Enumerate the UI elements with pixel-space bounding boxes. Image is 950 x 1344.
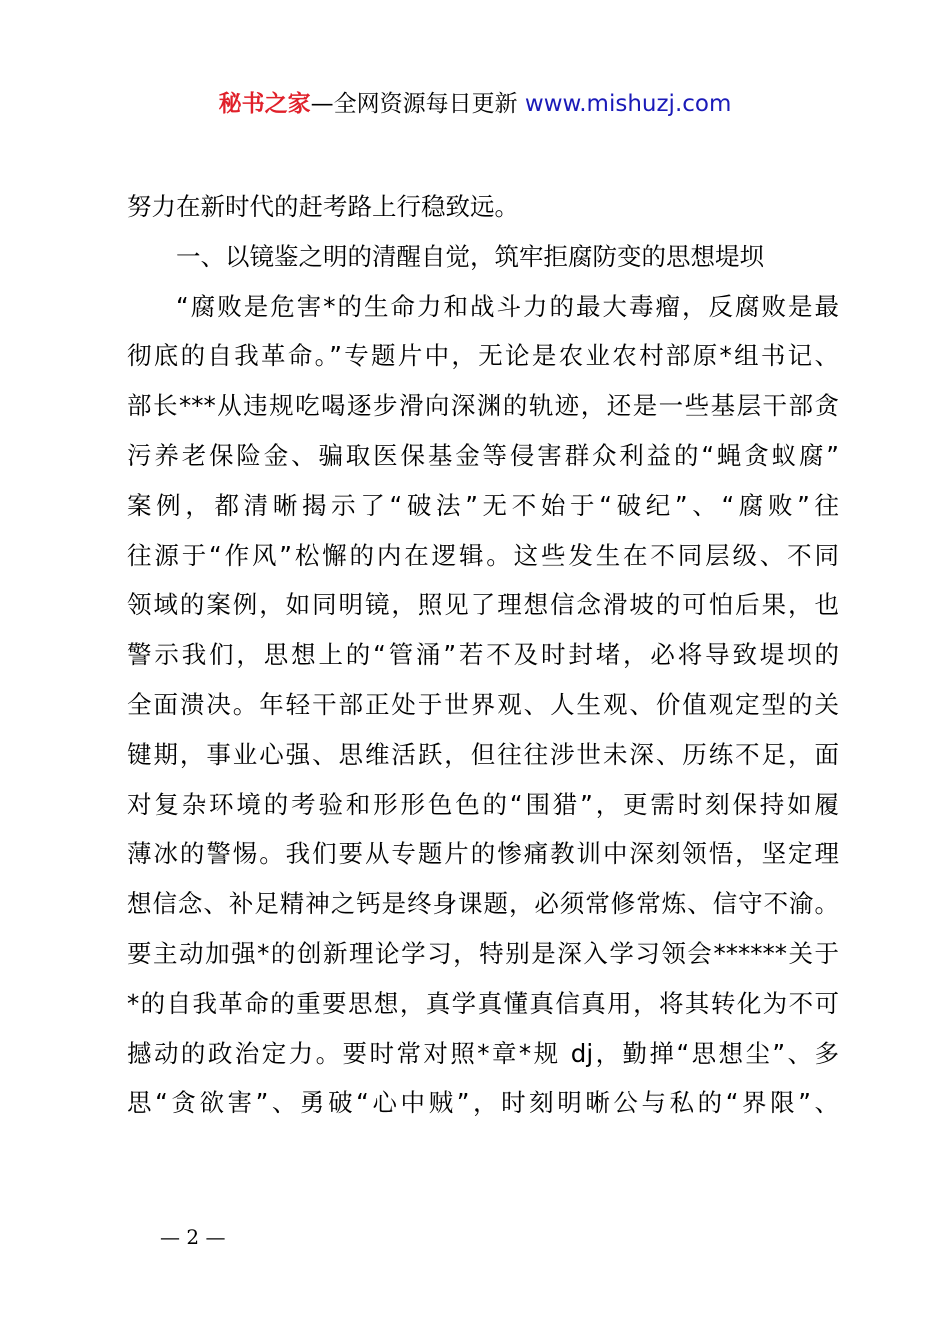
paragraph-line: 键期，事业心强、思维活跃，但往往涉世未深、历练不足，面: [127, 739, 839, 769]
page-number: — 2 —: [160, 1225, 226, 1249]
paragraph-line: 领域的案例，如同明镜，照见了理想信念滑坡的可怕后果，也: [127, 590, 839, 620]
paragraph-line: 警示我们，思想上的“管涌”若不及时封堵，必将导致堤坝的: [127, 640, 839, 670]
site-url[interactable]: www.mishuzj.com: [524, 91, 732, 117]
paragraph-line: 薄冰的警惕。我们要从专题片的惨痛教训中深刻领悟，坚定理: [127, 839, 839, 869]
paragraph-line: 往源于“作风”松懈的内在逻辑。这些发生在不同层级、不同: [127, 540, 839, 570]
site-tagline: —全网资源每日更新: [310, 91, 518, 117]
paragraph-line: 部长***从违规吃喝逐步滑向深渊的轨迹，还是一些基层干部贪: [127, 391, 839, 421]
paragraph-line: 案例，都清晰揭示了“破法”无不始于“破纪”、“腐败”往: [127, 490, 839, 520]
paragraph-line: “腐败是危害*的生命力和战斗力的最大毒瘤，反腐败是最: [176, 291, 839, 321]
section-heading: 一、以镜鉴之明的清醒自觉，筑牢拒腐防变的思想堤坝: [176, 241, 764, 271]
paragraph-line: 污养老保险金、骗取医保基金等侵害群众利益的“蝇贪蚁腐”: [127, 440, 839, 470]
page-header: [0, 86, 950, 122]
paragraph-line: 撼动的政治定力。要时常对照*章*规 dj，勤掸“思想尘”、多: [127, 1038, 839, 1068]
paragraph-line: 要主动加强*的创新理论学习，特别是深入学习领会******关于: [127, 938, 839, 968]
site-brand: 秘书之家: [218, 91, 311, 117]
paragraph-line: 彻底的自我革命。”专题片中，无论是农业农村部原*组书记、: [127, 341, 839, 371]
paragraph-line: 努力在新时代的赶考路上行稳致远。: [127, 192, 519, 221]
paragraph-line: 对复杂环境的考验和形形色色的“围猎”，更需时刻保持如履: [127, 789, 839, 819]
paragraph-line: *的自我革命的重要思想，真学真懂真信真用，将其转化为不可: [127, 988, 839, 1018]
document-body: [127, 182, 839, 1128]
paragraph-line: 全面溃决。年轻干部正处于世界观、人生观、价值观定型的关: [127, 689, 839, 719]
paragraph-line: 思“贪欲害”、勇破“心中贼”，时刻明晰公与私的“界限”、: [127, 1088, 839, 1118]
paragraph-line: 想信念、补足精神之钙是终身课题，必须常修常炼、信守不渝。: [127, 889, 839, 919]
